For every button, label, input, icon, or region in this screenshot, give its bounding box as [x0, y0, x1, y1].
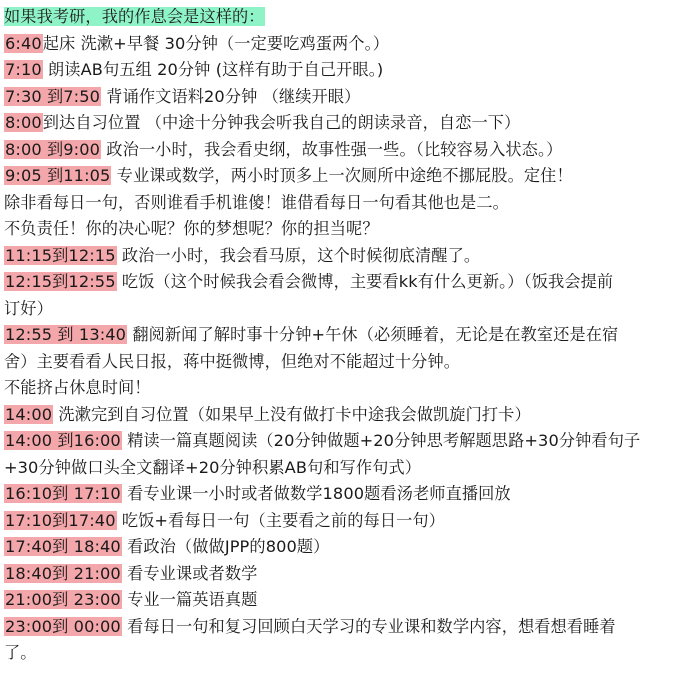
line-text: 订好）: [4, 298, 53, 318]
line-text: 背诵作文语料20分钟 （继续开眼）: [101, 86, 361, 106]
time-highlight: 23:00到 00:00: [5, 616, 121, 636]
text-line: [4, 349, 692, 376]
line-text: 看专业课一小时或者做数学1800题看汤老师直播回放: [121, 484, 511, 503]
time-highlight: 7:10: [5, 60, 42, 79]
schedule-line: [4, 587, 692, 614]
schedule-line: [4, 534, 692, 561]
text-line: [4, 455, 692, 482]
line-text: 专业课或数学，两小时顶多上一次厕所中途绝不挪屁股。定住！: [111, 166, 573, 185]
time-highlight: 14:00: [5, 404, 53, 424]
line-text: +30分钟做口头全文翻译+20分钟积累AB句和写作句式）: [4, 457, 422, 477]
schedule-line: [4, 31, 692, 58]
schedule-line: [4, 322, 692, 349]
time-highlight: 21:00到 23:00: [5, 590, 121, 609]
line-text: 洗漱完到自习位置（如果早上没有做打卡中途我会做凯旋门打卡）: [53, 404, 531, 424]
time-highlight: 6:40: [5, 33, 42, 53]
text-line: [4, 296, 692, 323]
time-highlight: 8:00: [5, 113, 42, 132]
time-highlight: 18:40到 21:00: [5, 563, 121, 583]
text-line: [4, 375, 692, 402]
intro-line: [4, 4, 692, 31]
time-highlight: 12:15到12:55: [5, 272, 116, 291]
text-line: [4, 190, 692, 217]
intro-text: 如果我考研，我的作息会是这样的：: [4, 7, 265, 26]
schedule-line: [4, 402, 692, 429]
line-text: 起床 洗漱+早餐 30分钟（一定要吃鸡蛋两个。）: [42, 33, 390, 53]
time-highlight: 7:30 到7:50: [5, 86, 101, 106]
schedule-line: [4, 84, 692, 111]
line-text: 政治一小时，我会看马原，这个时候彻底清醒了。: [116, 245, 481, 265]
schedule-line: [4, 243, 692, 270]
schedule-line: [4, 57, 692, 84]
line-text: 专业一篇英语真题: [121, 590, 258, 609]
time-highlight: 11:15到12:15: [5, 245, 116, 265]
time-highlight: 17:10到17:40: [5, 510, 116, 530]
schedule-line: [4, 269, 692, 296]
line-text: 舍）主要看看人民日报，蒋中挺微博，但绝对不能超过十分钟。: [4, 351, 461, 371]
line-text: 除非看每日一句，否则谁看手机谁傻！谁借看每日一句看其他也是二。: [4, 192, 509, 212]
text-line: [4, 216, 692, 243]
line-text: 到达自习位置 （中途十分钟我会听我自己的朗读录音，自恋一下）: [42, 113, 521, 132]
line-text: 不负责任！你的决心呢？你的梦想呢？你的担当呢？: [4, 219, 379, 238]
line-text: 看每日一句和复习回顾白天学习的专业课和数学内容，想看想看睡着: [121, 616, 616, 636]
time-highlight: 17:40到 18:40: [5, 537, 121, 556]
time-highlight: 8:00 到9:00: [5, 139, 101, 159]
text-line: [4, 640, 692, 667]
time-highlight: 9:05 到11:05: [5, 166, 111, 185]
line-text: 看政治（做做JPP的800题）: [121, 537, 330, 556]
schedule-line: [4, 614, 692, 641]
schedule-line: [4, 163, 692, 190]
line-text: 不能挤占休息时间！: [4, 378, 151, 397]
schedule-line: [4, 110, 692, 137]
line-text: 朗读AB句五组 20分钟 (这样有助于自己开眼。): [42, 60, 384, 79]
time-highlight: 12:55 到 13:40: [5, 325, 127, 344]
line-text: 精读一篇真题阅读（20分钟做题+20分钟思考解题思路+30分钟看句子: [121, 431, 641, 450]
schedule-line: [4, 428, 692, 455]
schedule-line: [4, 137, 692, 164]
time-highlight: 14:00 到16:00: [5, 431, 121, 450]
line-text: 看专业课或者数学: [121, 563, 258, 583]
time-highlight: 16:10到 17:10: [5, 484, 121, 503]
schedule-line: [4, 508, 692, 535]
line-text: 了。: [4, 643, 37, 662]
schedule-line: [4, 561, 692, 588]
line-text: 政治一小时，我会看史纲，故事性强一些。（比较容易入状态。）: [101, 139, 563, 159]
schedule-line: [4, 481, 692, 508]
line-text: 翻阅新闻了解时事十分钟+午休（必须睡着，无论是在教室还是在宿: [127, 325, 619, 344]
line-text: 吃饭（这个时候我会看会微博，主要看kk有什么更新。）（饭我会提前: [116, 272, 614, 291]
line-text: 吃饭+看每日一句（主要看之前的每日一句）: [116, 510, 445, 530]
